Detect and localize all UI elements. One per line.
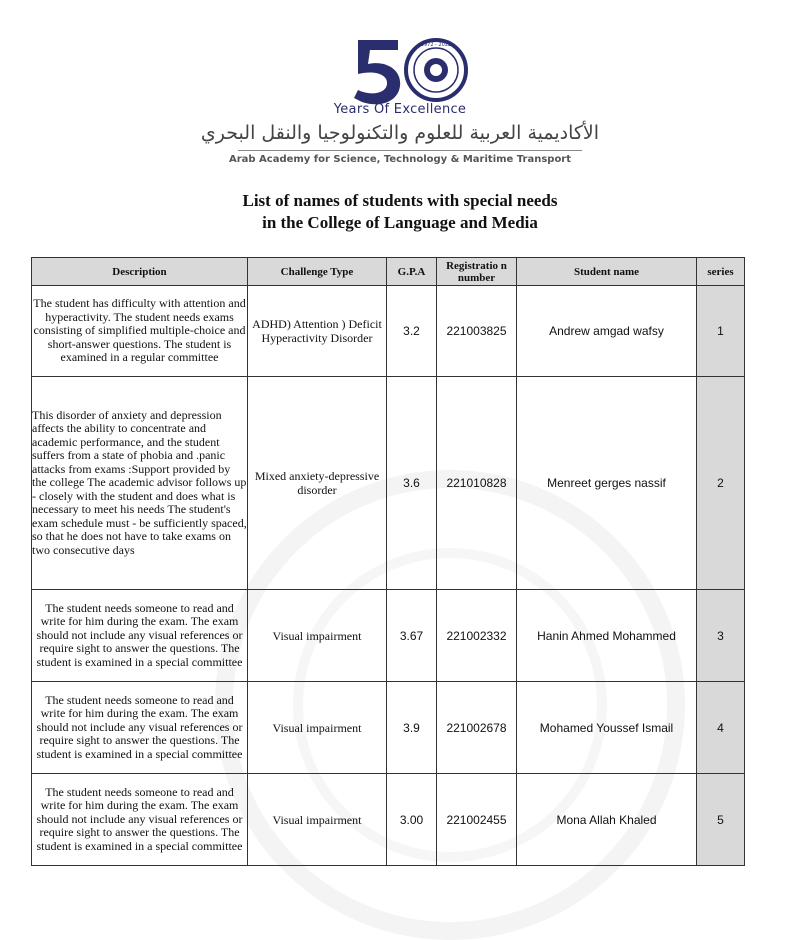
- col-header-student-name: Student name: [517, 258, 697, 286]
- cell-challenge-type: Visual impairment: [248, 590, 387, 682]
- title-line-1: List of names of students with special needs: [242, 191, 558, 210]
- col-header-gpa: G.P.A: [387, 258, 437, 286]
- table-row: [32, 774, 745, 866]
- cell-challenge-type: Visual impairment: [248, 682, 387, 774]
- cell-description: The student has difficulty with attention and hyperactivity. The student needs exams consisting of simplified multiple-choice and short-answer questions. The student is examined in a regular committee: [32, 286, 248, 377]
- cell-student-name: Mohamed Youssef Ismail: [517, 682, 697, 774]
- cell-gpa: 3.67: [387, 590, 437, 682]
- logo-english-name: Arab Academy for Science, Technology & Maritime Transport: [228, 154, 572, 165]
- cell-registration: 221010828: [437, 377, 517, 590]
- table-header-row: [32, 258, 745, 286]
- cell-description: This disorder of anxiety and depression affects the ability to concentrate and academic performance, and the student suffers from a state of phobia and .panic attacks from exams :Support provided by the college The academic advisor follows up - closely with the student and does what is necessary to meet his needs The student's exam schedule must - be sufficiently spaced, so that he does not have to take exams on two consecutive days: [32, 377, 248, 590]
- cell-series: 1: [697, 286, 745, 377]
- cell-registration: 221002455: [437, 774, 517, 866]
- cell-challenge-type: ADHD) Attention ) Deficit Hyperactivity Disorder: [248, 286, 387, 377]
- title-line-2: in the College of Language and Media: [262, 213, 538, 232]
- document-title: [0, 190, 800, 234]
- col-header-description: Description: [32, 258, 248, 286]
- cell-series: 2: [697, 377, 745, 590]
- cell-gpa: 3.00: [387, 774, 437, 866]
- cell-student-name: Mona Allah Khaled: [517, 774, 697, 866]
- cell-student-name: Andrew amgad wafsy: [517, 286, 697, 377]
- col-header-series: series: [697, 258, 745, 286]
- table-row: [32, 590, 745, 682]
- cell-series: 4: [697, 682, 745, 774]
- cell-student-name: Menreet gerges nassif: [517, 377, 697, 590]
- cell-description: The student needs someone to read and write for him during the exam. The exam should not include any visual references or require sight to answer the questions. The student is examined in a special committee: [32, 590, 248, 682]
- academy-logo: [0, 30, 800, 175]
- logo-divider: [238, 150, 582, 151]
- cell-series: 5: [697, 774, 745, 866]
- col-header-registration: Registratio n number: [437, 258, 517, 286]
- col-header-challenge-type: Challenge Type: [248, 258, 387, 286]
- cell-series: 3: [697, 590, 745, 682]
- cell-registration: 221003825: [437, 286, 517, 377]
- cell-registration: 221002678: [437, 682, 517, 774]
- cell-student-name: Hanin Ahmed Mohammed: [517, 590, 697, 682]
- logo-years-text: Years Of Excellence: [333, 102, 467, 117]
- svg-text:1972 - 2022: 1972 - 2022: [420, 42, 452, 48]
- cell-description: The student needs someone to read and write for him during the exam. The exam should not include any visual references or require sight to answer the questions. The student is examined in a special committee: [32, 682, 248, 774]
- fifty-years-emblem: [340, 36, 480, 108]
- cell-gpa: 3.6: [387, 377, 437, 590]
- students-table: [31, 257, 745, 866]
- cell-gpa: 3.2: [387, 286, 437, 377]
- table-row: [32, 377, 745, 590]
- logo-arabic-name: الأكاديمية العربية للعلوم والتكنولوجيا والنقل البحري: [200, 122, 600, 144]
- table-row: [32, 286, 745, 377]
- table-row: [32, 682, 745, 774]
- cell-description: The student needs someone to read and write for him during the exam. The exam should not include any visual references or require sight to answer the questions. The student is examined in a special committee: [32, 774, 248, 866]
- cell-registration: 221002332: [437, 590, 517, 682]
- cell-challenge-type: Mixed anxiety-depressive disorder: [248, 377, 387, 590]
- cell-challenge-type: Visual impairment: [248, 774, 387, 866]
- cell-gpa: 3.9: [387, 682, 437, 774]
